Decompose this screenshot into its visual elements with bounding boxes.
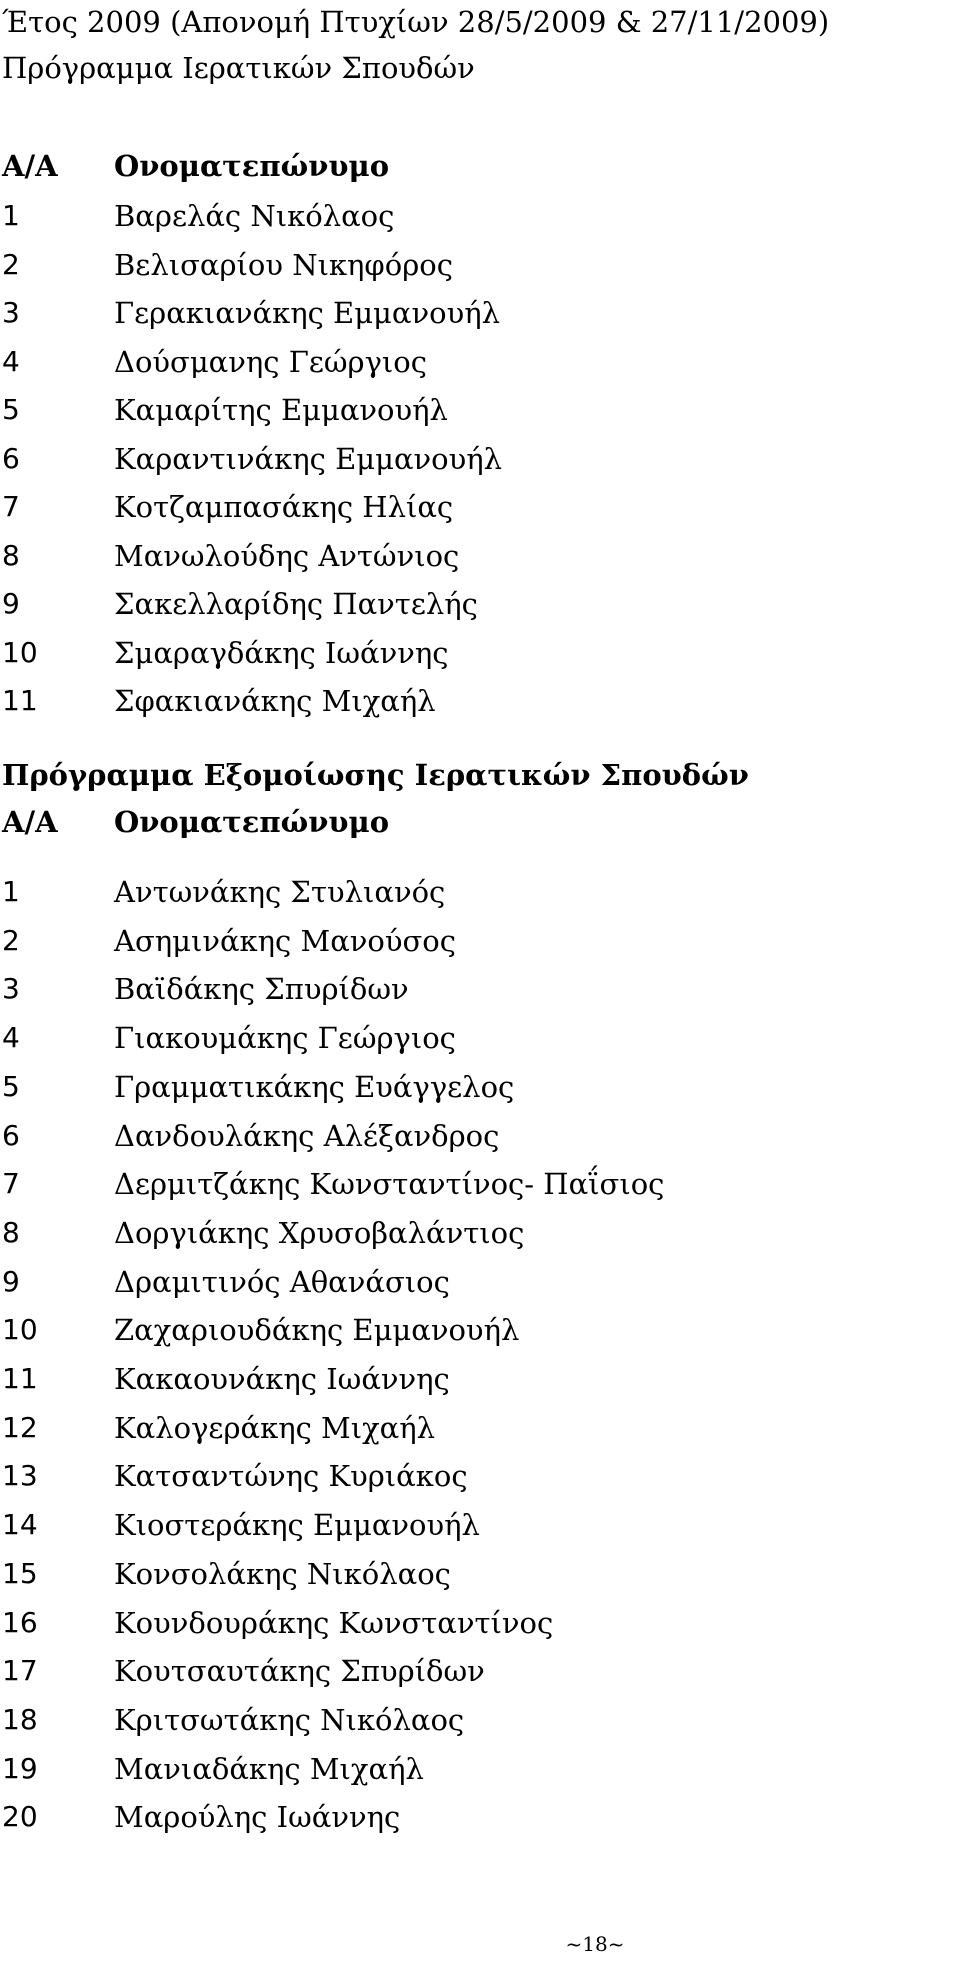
section2-header-row xyxy=(2,802,902,842)
list-item xyxy=(2,1213,902,1253)
item-number: 6 xyxy=(2,1118,20,1152)
item-name: Σφακιανάκης Μιχαήλ xyxy=(114,684,436,718)
item-number: 8 xyxy=(2,538,20,572)
item-number: 1 xyxy=(2,199,20,232)
list-item xyxy=(2,1310,902,1350)
list-item xyxy=(2,681,902,721)
list-item xyxy=(2,245,902,285)
item-number: 1 xyxy=(2,875,20,908)
item-name: Σακελλαρίδης Παντελής xyxy=(114,587,478,621)
list-item xyxy=(2,1116,902,1156)
column-header-number: Α/Α xyxy=(2,149,58,183)
list-item xyxy=(2,1651,902,1691)
item-name: Μανωλούδης Αντώνιος xyxy=(114,538,460,573)
item-name: Βελισαρίου Νικηφόρος xyxy=(114,247,453,282)
list-item xyxy=(2,536,902,576)
item-number: 20 xyxy=(2,1800,38,1834)
item-number: 8 xyxy=(2,1215,20,1249)
list-item xyxy=(2,1554,902,1594)
list-item xyxy=(2,1797,902,1837)
item-number: 6 xyxy=(2,441,20,475)
item-number: 16 xyxy=(2,1605,38,1639)
item-name: Κονσολάκης Νικόλαος xyxy=(114,1556,451,1591)
list-item xyxy=(2,1164,902,1204)
item-name: Γερακιανάκης Εμμανουήλ xyxy=(114,296,500,330)
item-name: Μαρούλης Ιωάννης xyxy=(114,1800,401,1835)
item-name: Δανδουλάκης Αλέξανδρος xyxy=(114,1118,500,1153)
section2-title: Πρόγραμμα Εξομοίωσης Ιερατικών Σπουδών xyxy=(2,758,749,792)
item-number: 15 xyxy=(2,1556,38,1590)
list-item xyxy=(2,390,902,430)
list-item xyxy=(2,293,902,333)
item-name: Καλογεράκης Μιχαήλ xyxy=(114,1410,436,1445)
item-name: Γραμματικάκης Ευάγγελος xyxy=(114,1069,515,1104)
item-name: Κιοστεράκης Εμμανουήλ xyxy=(114,1508,480,1543)
column-header-name: Ονοματεπώνυμο xyxy=(114,805,390,839)
list-item xyxy=(2,1505,902,1545)
item-number: 7 xyxy=(2,1167,20,1201)
item-name: Κοτζαμπασάκης Ηλίας xyxy=(114,490,454,524)
list-item xyxy=(2,633,902,673)
item-name: Κριτσωτάκης Νικόλαος xyxy=(114,1702,465,1737)
list-item xyxy=(2,1359,902,1399)
item-number: 19 xyxy=(2,1751,38,1785)
item-number: 9 xyxy=(2,1264,20,1298)
section1-title: Πρόγραμμα Ιερατικών Σπουδών xyxy=(2,51,475,85)
item-number: 3 xyxy=(2,972,20,1006)
item-name: Ζαχαριουδάκης Εμμανουήλ xyxy=(114,1313,520,1348)
item-number: 4 xyxy=(2,344,20,378)
list-item xyxy=(2,1408,902,1448)
item-name: Κατσαντώνης Κυριάκος xyxy=(114,1459,468,1494)
item-number: 2 xyxy=(2,923,20,957)
list-item xyxy=(2,1603,902,1643)
item-name: Καμαρίτης Εμμανουήλ xyxy=(114,393,448,427)
list-item xyxy=(2,1018,902,1058)
item-number: 4 xyxy=(2,1021,20,1055)
item-name: Δοργιάκης Χρυσοβαλάντιος xyxy=(114,1215,525,1250)
list-item xyxy=(2,439,902,479)
item-name: Δερμιτζάκης Κωνσταντίνος- Παΐσιος xyxy=(114,1167,665,1202)
list-item xyxy=(2,1456,902,1496)
section1-header-row xyxy=(2,146,902,186)
item-name: Βαρελάς Νικόλαος xyxy=(114,199,395,233)
item-name: Κουνδουράκης Κωνσταντίνος xyxy=(114,1605,554,1640)
item-name: Ασημινάκης Μανούσος xyxy=(114,923,456,958)
item-name: Δούσμανης Γεώργιος xyxy=(114,344,427,379)
item-number: 9 xyxy=(2,587,20,620)
item-number: 10 xyxy=(2,1313,38,1347)
item-name: Δραμιτινός Αθανάσιος xyxy=(114,1264,450,1299)
item-number: 17 xyxy=(2,1654,38,1688)
item-number: 3 xyxy=(2,296,20,329)
list-item xyxy=(2,1067,902,1107)
item-number: 5 xyxy=(2,393,20,426)
column-header-number: Α/Α xyxy=(2,805,58,839)
item-number: 7 xyxy=(2,490,20,523)
year-title: Έτος 2009 (Απονομή Πτυχίων 28/5/2009 & 27/11/2009) xyxy=(2,5,830,39)
list-item xyxy=(2,1700,902,1740)
item-number: 2 xyxy=(2,247,20,281)
list-item xyxy=(2,969,902,1009)
item-number: 5 xyxy=(2,1069,20,1103)
item-number: 18 xyxy=(2,1702,38,1736)
item-number: 12 xyxy=(2,1410,38,1444)
list-item xyxy=(2,584,902,624)
item-number: 13 xyxy=(2,1459,38,1493)
list-item xyxy=(2,487,902,527)
list-item xyxy=(2,1749,902,1789)
item-name: Κακαουνάκης Ιωάννης xyxy=(114,1362,450,1396)
item-number: 10 xyxy=(2,635,38,669)
list-item xyxy=(2,342,902,382)
list-item xyxy=(2,921,902,961)
page-number: ~18~ xyxy=(565,1932,625,1956)
item-name: Μανιαδάκης Μιχαήλ xyxy=(114,1751,424,1786)
item-name: Καραντινάκης Εμμανουήλ xyxy=(114,441,503,476)
item-name: Βαϊδάκης Σπυρίδων xyxy=(114,972,409,1007)
item-name: Σμαραγδάκης Ιωάννης xyxy=(114,635,449,670)
list-item xyxy=(2,196,902,236)
item-name: Αντωνάκης Στυλιανός xyxy=(114,875,446,909)
item-number: 14 xyxy=(2,1508,38,1542)
list-item xyxy=(2,872,902,912)
item-number: 11 xyxy=(2,1362,38,1395)
item-name: Γιακουμάκης Γεώργιος xyxy=(114,1021,456,1056)
list-item xyxy=(2,1262,902,1302)
column-header-name: Ονοματεπώνυμο xyxy=(114,149,390,183)
item-number: 11 xyxy=(2,684,38,717)
item-name: Κουτσαυτάκης Σπυρίδων xyxy=(114,1654,485,1689)
